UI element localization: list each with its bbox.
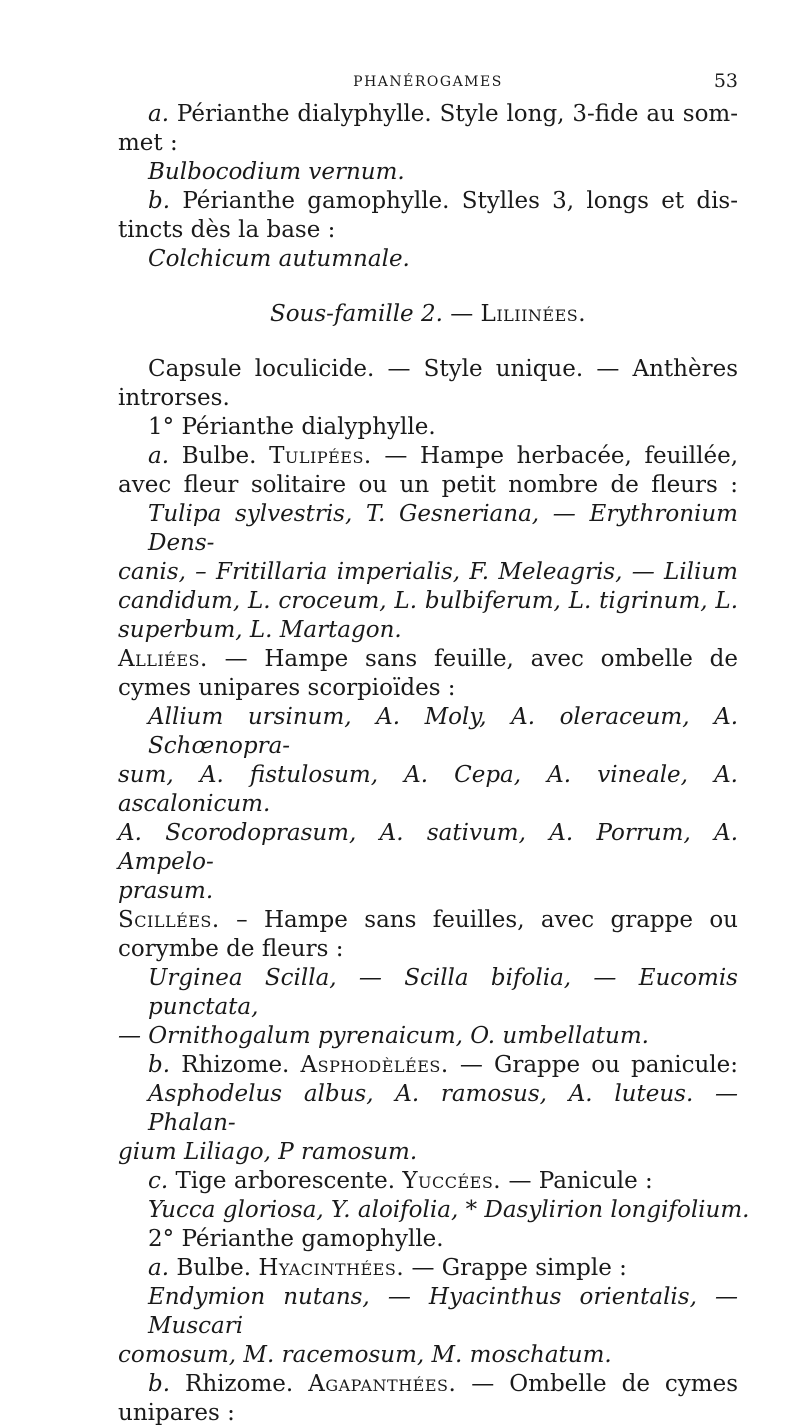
text-line: Scillées. – Hampe sans feuilles, avec grappe ou xyxy=(118,907,738,933)
species-line: — Ornithogalum pyrenaicum, O. umbellatum. xyxy=(118,1023,649,1049)
species-line: candidum, L. croceum, L. bulbiferum, L. tigrinum, L. xyxy=(118,588,738,614)
text-line: a. Bulbe. Hyacinthées. — Grappe simple : xyxy=(148,1255,627,1281)
text-line: avec fleur solitaire ou un petit nombre de fleurs : xyxy=(118,472,738,498)
species-line: Yucca gloriosa, Y. aloifolia, * Dasylirion longifolium. xyxy=(148,1197,750,1223)
subfamily-heading: Sous-famille 2. — Liliinées. xyxy=(269,301,587,327)
species-line: prasum. xyxy=(118,878,214,904)
text-line: Alliées. — Hampe sans feuille, avec ombelle de xyxy=(118,646,739,672)
species-line: Endymion nutans, — Hyacinthus orientalis, — Muscari xyxy=(148,1284,738,1339)
species-line: Allium ursinum, A. Moly, A. oleraceum, A. Schœnopra- xyxy=(148,704,738,759)
species-line: A. Scorodoprasum, A. sativum, A. Porrum, A. Ampelo- xyxy=(118,820,738,875)
text-line: a. Bulbe. Tulipées. — Hampe herbacée, feuillée, xyxy=(148,443,739,469)
text-line: b. Périanthe gamophylle. Stylles 3, longs et dis- xyxy=(148,188,739,214)
species-line: Colchicum autumnale. xyxy=(148,246,410,272)
text-line: corymbe de fleurs : xyxy=(118,936,344,962)
species-line: sum, A. fistulosum, A. Cepa, A. vineale, A. ascalonicum. xyxy=(118,762,738,817)
book-page xyxy=(118,70,750,1428)
species-line: canis, – Fritillaria imperialis, F. Meleagris, — Lilium xyxy=(118,559,738,585)
text-line: Capsule loculicide. — Style unique. — Anthères xyxy=(148,356,738,382)
text-line: met : xyxy=(118,130,178,156)
text-line: c. Tige arborescente. Yuccées. — Panicule : xyxy=(148,1168,653,1194)
text-line: 1° Périanthe dialyphylle. xyxy=(148,414,436,440)
species-line: Bulbocodium vernum. xyxy=(148,159,405,185)
text-line: cymes unipares scorpioïdes : xyxy=(118,675,456,701)
species-line: Urginea Scilla, — Scilla bifolia, — Eucomis punctata, xyxy=(148,965,738,1020)
text-line: tincts dès la base : xyxy=(118,217,336,243)
text-line: introrses. xyxy=(118,385,230,411)
text-line: 2° Périanthe gamophylle. xyxy=(148,1226,444,1252)
species-line: Asphodelus albus, A. ramosus, A. luteus. — Phalan- xyxy=(148,1081,738,1136)
running-head: PHANÉROGAMES xyxy=(353,74,503,90)
page-header xyxy=(118,70,738,100)
species-line: Tulipa sylvestris, T. Gesneriana, — Erythronium Dens- xyxy=(148,501,738,556)
species-line: superbum, L. Martagon. xyxy=(118,617,402,643)
text-line: b. Rhizome. Asphodèlées. — Grappe ou panicule: xyxy=(148,1052,739,1078)
text-line: unipares : xyxy=(118,1400,235,1426)
page-number: 53 xyxy=(713,70,738,92)
species-line: comosum, M. racemosum, M. moschatum. xyxy=(118,1342,612,1368)
text-line: b. Rhizome. Agapanthées. — Ombelle de cymes xyxy=(148,1371,739,1397)
text-line: a. Périanthe dialyphylle. Style long, 3-fide au som- xyxy=(148,101,738,127)
species-line: gium Liliago, P ramosum. xyxy=(118,1139,418,1165)
